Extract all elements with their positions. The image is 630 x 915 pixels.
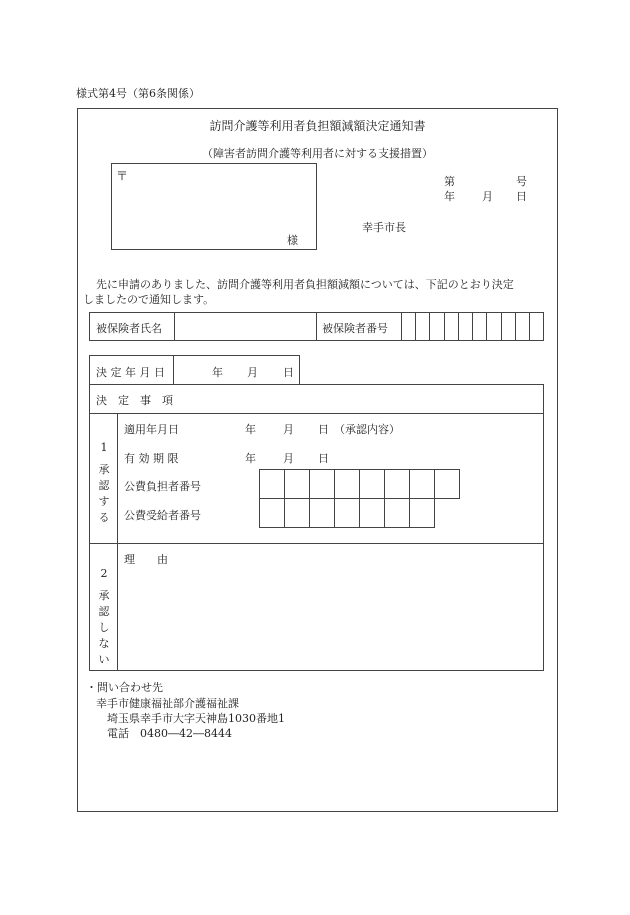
- apply-date-month: 月: [283, 423, 294, 436]
- decision-date-year: 年: [212, 366, 223, 379]
- doc-number-go: 号: [516, 175, 527, 188]
- decision-date-label: 決 定 年 月 日: [96, 366, 165, 379]
- date-month: 月: [482, 190, 493, 203]
- body-text-line1: 先に申請のありました、訪問介護等利用者負担額減額については、下記のとおり決定: [96, 278, 514, 291]
- validity-year: 年: [245, 452, 256, 465]
- public-recipient-number-cells[interactable]: [259, 498, 435, 528]
- body-text-line2: しましたので通知します。: [83, 293, 215, 306]
- contact-phone: 電話 0480―42―8444: [107, 727, 232, 740]
- public-burden-number-label: 公費負担者番号: [124, 480, 201, 493]
- decision-date-day: 日: [283, 366, 294, 379]
- insured-number-label: 被保険者番号: [322, 322, 388, 335]
- decision-date-month: 月: [247, 366, 258, 379]
- approval-content-note: （承認内容）: [334, 423, 400, 436]
- contact-heading: ・問い合わせ先: [86, 681, 163, 694]
- contact-address: 埼玉県幸手市大字天神島1030番地1: [107, 712, 285, 725]
- date-day: 日: [516, 190, 527, 203]
- apply-date-year: 年: [245, 423, 256, 436]
- form-number-label: 様式第4号（第6条関係）: [76, 87, 200, 100]
- validity-day: 日: [318, 452, 329, 465]
- postal-mark: 〒: [116, 169, 129, 183]
- form-subtitle: （障害者訪問介護等利用者に対する支援措置）: [202, 147, 433, 160]
- honorific-sama: 様: [287, 234, 298, 247]
- date-year: 年: [444, 190, 455, 203]
- form-title: 訪問介護等利用者負担額減額決定通知書: [209, 119, 426, 133]
- issuer-name: 幸手市長: [362, 221, 406, 234]
- reason-label: 理 由: [124, 553, 168, 566]
- public-burden-number-cells[interactable]: [259, 469, 460, 499]
- section1-title: 承認する: [98, 463, 110, 524]
- insured-number-cells[interactable]: [401, 312, 544, 341]
- insured-name-label: 被保険者氏名: [96, 322, 162, 335]
- doc-number-dai: 第: [444, 175, 455, 188]
- apply-date-day: 日: [318, 423, 329, 436]
- contact-department: 幸手市健康福祉部介護福祉課: [96, 697, 239, 710]
- apply-date-label: 適用年月日: [124, 423, 179, 436]
- section2-number: 2: [100, 567, 108, 580]
- public-recipient-number-label: 公費受給者番号: [124, 509, 201, 522]
- validity-month: 月: [283, 452, 294, 465]
- validity-label: 有 効 期 限: [124, 452, 179, 465]
- decision-items-label: 決 定 事 項: [96, 394, 173, 407]
- section1-number: 1: [100, 441, 108, 454]
- section2-title: 承認しない: [98, 589, 110, 666]
